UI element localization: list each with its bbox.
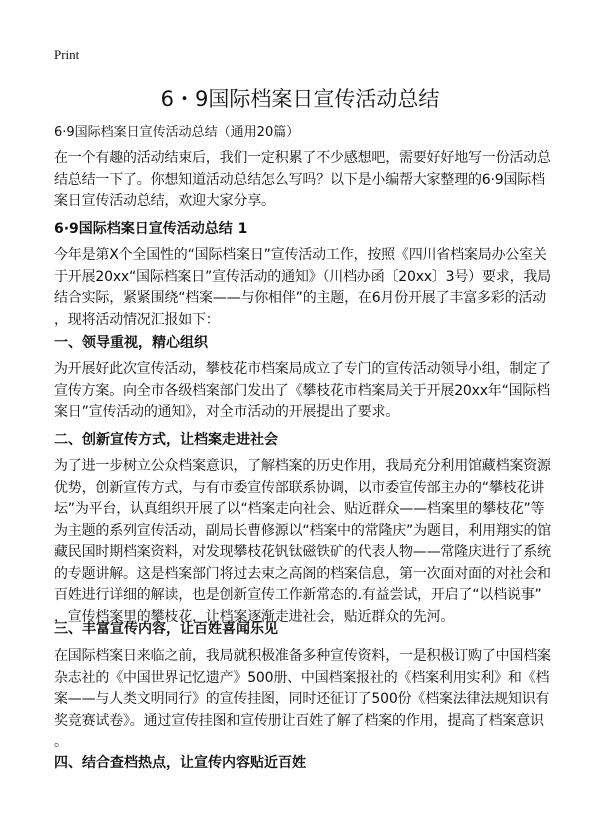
line: 为主题的系列宣传活动，副局长曹修源以“档案中的常隆庆”为题目，利用翔实的馆 bbox=[54, 522, 552, 539]
paragraph-3 bbox=[54, 456, 574, 628]
line: 于开展20xx“国际档案日”宣传活动的通知》（川档办函〔20xx〕3号）要求，我局 bbox=[54, 268, 551, 285]
paragraph-2 bbox=[54, 359, 574, 424]
line: 结总结一下了。你想知道活动总结怎么写吗？以下是小编帮大家整理的6·9国际档 bbox=[54, 171, 545, 188]
line: ，宣传档案里的攀枝花，让档案逐渐走进社会，贴近群众的先河。 bbox=[54, 608, 455, 625]
heading-2: 二、创新宣传方式，让档案走进社会 bbox=[54, 432, 278, 448]
heading-1: 一、领导重视，精心组织 bbox=[54, 335, 208, 351]
heading-3: 三、丰富宣传内容，让百姓喜闻乐见 bbox=[54, 621, 278, 637]
line: 在一个有趣的活动结束后，我们一定积累了不少感想吧，需要好好地写一份活动总 bbox=[54, 150, 551, 166]
line: 坛”为平台，认真组织开展了以“档案走向社会、贴近群众——档案里的攀枝花”等 bbox=[54, 501, 545, 517]
line: 百姓进行详细的解读，也是创新宣传工作新常态的.有益尝试，开启了“以档说事” bbox=[54, 587, 542, 603]
document-subtitle: 6·9国际档案日宣传活动总结（通用20篇） bbox=[54, 125, 300, 140]
line: 为了进一步树立公众档案意识，了解档案的历史作用，我局充分利用馆藏档案资源 bbox=[54, 458, 551, 474]
line: 结合实际，紧紧围绕“档案——与你相伴”的主题，在6月份开展了丰富多彩的活动 bbox=[54, 290, 547, 306]
line: 案——与人类文明同行》的宣传挂图，同时还征订了500份《档案法律法规知识有 bbox=[54, 691, 550, 707]
line: 在国际档案日来临之前，我局就积极准备多种宣传资料，一是积极订购了中国档案 bbox=[54, 648, 551, 664]
line: 杂志社的《中国世界记忆遗产》500册、中国档案报社的《档案利用实利》和《档 bbox=[54, 669, 550, 686]
intro-paragraph bbox=[54, 148, 574, 213]
line: 为开展好此次宣传活动，攀枝花市档案局成立了专门的宣传活动领导小组，制定了 bbox=[54, 361, 551, 377]
line: 宣传方案。向全市各级档案部门发出了《攀枝花市档案局关于开展20xx年“国际档 bbox=[54, 382, 551, 399]
line: ，现将活动情况汇报如下： bbox=[54, 311, 220, 328]
line: 案日”宣传活动的通知》，对全市活动的开展提出了要求。 bbox=[54, 404, 400, 420]
page-title: 6・9国际档案日宣传活动总结 bbox=[160, 87, 440, 111]
line: 藏民国时期档案资料，对发现攀枝花钒钛磁铁矿的代表人物——常隆庆进行了系统 bbox=[54, 544, 551, 560]
heading-4: 四、结合查档热点，让宣传内容贴近百姓 bbox=[54, 755, 306, 771]
line: 案日宣传活动总结，欢迎大家分享。 bbox=[54, 193, 275, 209]
line: 优势，创新宣传方式，与有市委宣传部联系协调，以市委宣传部主办的“攀枝花讲 bbox=[54, 479, 545, 496]
line: 。 bbox=[54, 734, 68, 750]
section-heading: 6·9国际档案日宣传活动总结 1 bbox=[54, 221, 248, 237]
paragraph-1 bbox=[54, 245, 574, 331]
print-link[interactable]: Print bbox=[54, 47, 80, 62]
paragraph-4 bbox=[54, 646, 574, 754]
line: 的专题讲解。这是档案部门将过去束之高阁的档案信息，第一次面对面的对社会和 bbox=[54, 565, 551, 582]
line: 今年是第X个全国性的“国际档案日”宣传活动工作，按照《四川省档案局办公室关 bbox=[54, 247, 547, 263]
line: 奖竞赛试卷》。通过宣传挂图和宣传册让百姓了解了档案的作用，提高了档案意识 bbox=[54, 712, 544, 729]
